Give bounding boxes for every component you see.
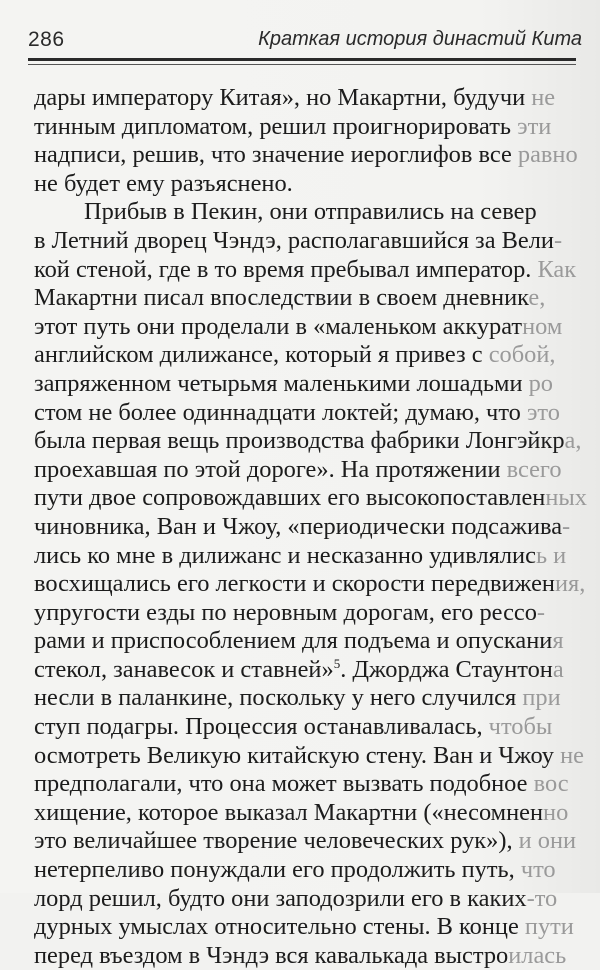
text-line [34, 513, 582, 542]
text-line-after-footnote: . Джорджа Стаунтон [340, 655, 553, 683]
text-line-faded-edge: ро [522, 369, 554, 397]
text-line-faded-edge: я [552, 627, 564, 655]
text-line [34, 799, 582, 828]
text-line-faded-edge: чтобы [482, 713, 553, 741]
text-line [34, 913, 582, 942]
text-line [34, 942, 582, 970]
page-number: 286 [28, 28, 65, 51]
text-line-main: нетерпеливо понуждали его продолжить путь, [34, 856, 515, 884]
text-line [34, 684, 582, 713]
text-line [34, 570, 586, 599]
text-line [34, 713, 582, 742]
text-line [34, 456, 582, 485]
text-line-main: дурных умыслах относительно стены. В конце [34, 913, 519, 941]
text-line-main: проехавшая по этой дороге». На протяжении [34, 455, 501, 483]
running-title: Краткая история династий Кита [258, 28, 582, 50]
text-line-faded-edge: и они [512, 827, 577, 855]
text-line-main: английском дилижансе, который я привез с [34, 341, 483, 369]
text-line-faded-edge: эти [511, 112, 552, 140]
text-line-faded-edge: илась [508, 941, 567, 969]
text-line [34, 84, 582, 113]
text-line [34, 427, 582, 456]
text-line-faded-edge: ь и [535, 541, 567, 569]
text-line-faded-edge: вос [527, 770, 569, 798]
text-line-main: ступ подагры. Процессия останавливалась, [34, 713, 483, 741]
text-line-main: в Летний дворец Чэндэ, располагавшийся за Вели [34, 226, 554, 254]
text-line-main: тинным дипломатом, решил проигнорировать [34, 112, 511, 140]
text-line-main: чиновника, Ван и Чжоу, «периодически подсажива [34, 512, 563, 540]
text-line-faded-edge: не [553, 741, 584, 769]
text-line-faded-edge: что [514, 856, 556, 884]
header-rule-thick [28, 58, 576, 61]
text-line-faded-edge: но [543, 798, 569, 826]
text-line-faded-edge: всего [500, 455, 562, 483]
text-line-faded-edge: е, [528, 284, 546, 312]
text-line-faded-edge: пути [518, 913, 574, 941]
text-line-main: Макартни писал впоследствии в своем дневник [34, 284, 529, 312]
text-line-faded-edge: - [553, 226, 563, 254]
text-line [34, 198, 582, 227]
text-line-main: стом не более одиннадцати локтей; думаю, что [34, 398, 521, 426]
text-line-main: рами и приспособлением для подъема и опускани [34, 627, 553, 655]
text-line [34, 885, 582, 914]
text-line-main: Прибыв в Пекин, они отправились на север [84, 198, 537, 226]
text-line-main: запряженном четырьмя маленькими лошадьми [34, 369, 523, 397]
text-line-main: восхищались его легкости и скорости передвижен [34, 570, 555, 598]
text-line [34, 627, 582, 656]
text-line-faded-edge: ия, [554, 570, 586, 598]
text-line-faded-edge: при [516, 684, 561, 712]
text-line-main: лорд решил, будто они заподозрили его в каких [34, 884, 527, 912]
text-line-faded-edge: а, [564, 427, 582, 455]
text-line-main: хищение, которое выказал Макартни («несомнен [34, 798, 544, 826]
text-line-faded-edge: а [552, 655, 564, 683]
text-line-faded-edge: равно [511, 141, 578, 169]
text-line [34, 770, 582, 799]
text-line [34, 227, 582, 256]
text-line-main: стекол, занавесок и ставней» [34, 655, 334, 683]
text-line-main: надписи, решив, что значение иероглифов все [34, 141, 512, 169]
text-line [34, 341, 582, 370]
text-line-faded-edge: это [520, 398, 560, 426]
text-line-main: пути двое сопровождавших его высокопоставлен [34, 484, 546, 512]
text-line [34, 170, 582, 199]
text-line-faded-edge: -то [526, 884, 558, 912]
text-line-main: предполагали, что она может вызвать подобное [34, 770, 528, 798]
text-line [34, 141, 582, 170]
header-rule-thin [28, 64, 576, 65]
text-line [34, 399, 582, 428]
body-text [34, 84, 587, 970]
text-line [34, 484, 587, 513]
text-line [34, 856, 582, 885]
text-line [34, 599, 582, 628]
text-line-faded-edge: Как [531, 255, 577, 283]
text-line [34, 656, 582, 685]
text-line-faded-edge: - [562, 512, 571, 540]
text-line [34, 542, 582, 571]
text-line [34, 827, 582, 856]
text-line-main: перед въездом в Чэндэ вся кавалькада выстро [34, 941, 509, 969]
text-line-faded-edge: не [525, 84, 556, 111]
text-line-main: дары императору Китая», но Макартни, будучи [34, 84, 526, 111]
page-header [28, 28, 588, 58]
text-line-main: не будет ему разъяснено. [34, 169, 293, 197]
text-line-main: была первая вещь производства фабрики Лонгэйкр [34, 427, 565, 455]
text-line [34, 113, 582, 142]
text-line-faded-edge: ном [522, 312, 563, 340]
text-line [34, 256, 582, 285]
text-line-faded-edge: собой, [482, 341, 556, 369]
text-line [34, 284, 582, 313]
text-line-main: осмотреть Великую китайскую стену. Ван и Чжоу [34, 741, 554, 769]
text-line-main: этот путь они проделали в «маленьком аккурат [34, 312, 523, 340]
text-line [34, 313, 582, 342]
text-line-main: упругости езды по неровным дорогам, его рессо [34, 598, 537, 626]
text-line-main: это величайшее творение человеческих рук»), [34, 827, 513, 855]
footnote-marker: 5 [333, 655, 341, 671]
text-line-faded-edge: - [536, 598, 546, 626]
text-line-main: кой стеной, где в то время пребывал император. [34, 255, 532, 283]
text-line-main: лись ко мне в дилижанс и несказанно удивлялис [34, 541, 536, 569]
text-line [34, 742, 582, 771]
text-line-faded-edge: ных [545, 484, 587, 512]
text-line [34, 370, 582, 399]
text-line-main: несли в паланкине, поскольку у него случился [34, 684, 517, 712]
